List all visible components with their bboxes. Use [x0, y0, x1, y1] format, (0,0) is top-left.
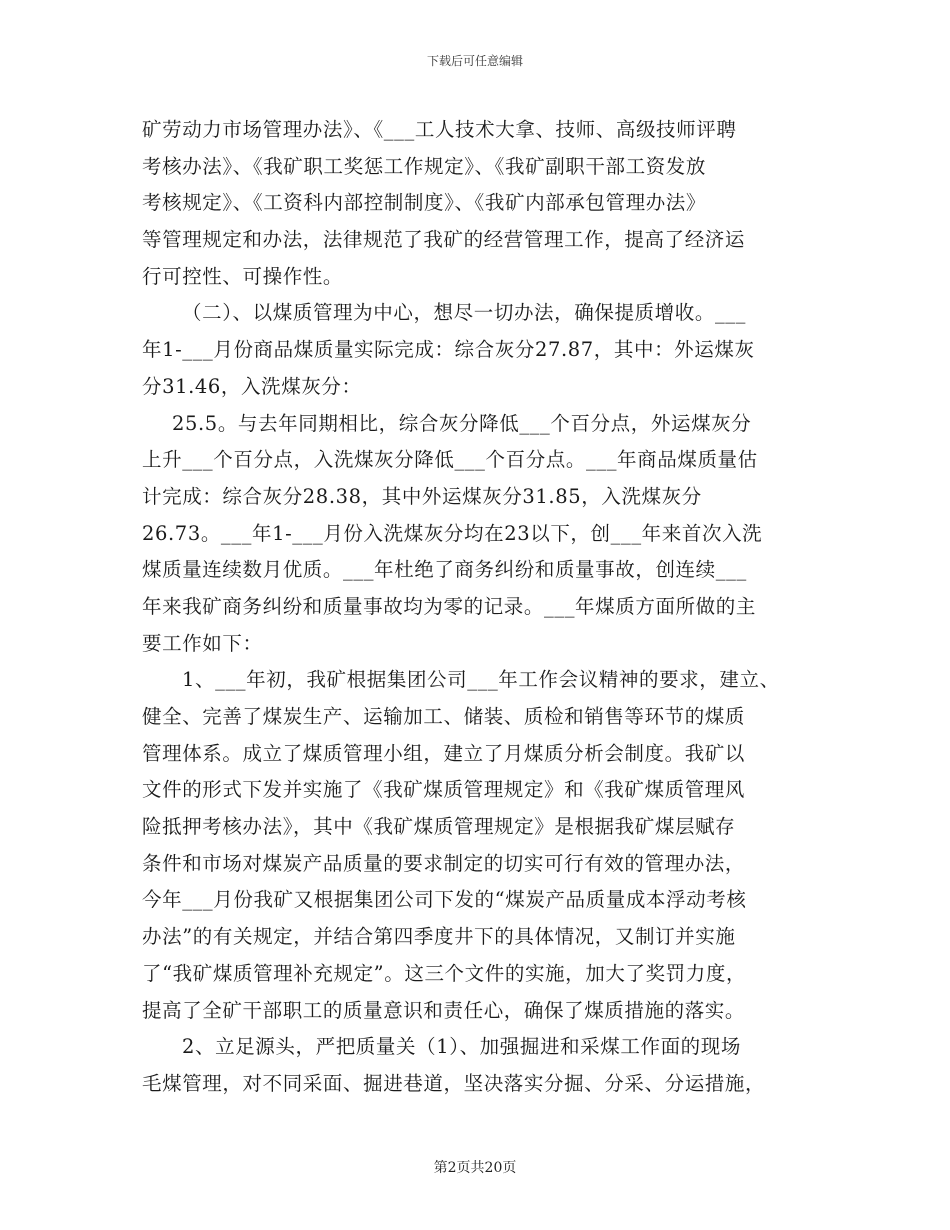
text-line: 毛煤管理，对不同采面、掘进巷道，坚决落实分掘、分采、分运措施，: [142, 1071, 766, 1095]
text-line: 今年___月份我矿又根据集团公司下发的“煤炭产品质量成本浮动考核: [142, 888, 747, 912]
text-line: 年来我矿商务纠纷和质量事故均为零的记录。___年煤质方面所做的主: [142, 594, 756, 618]
text-line: 条件和市场对煤炭产品质量的要求制定的切实可行有效的管理办法，: [142, 851, 746, 875]
text-line: 年1-___月份商品煤质量实际完成：综合灰分27.87，其中：外运煤灰: [142, 338, 755, 362]
document-body: [142, 112, 822, 1103]
text-line: 考核规定》、《工资科内部控制制度》、《我矿内部承包管理办法》: [142, 191, 707, 215]
text-line: 健全、完善了煤炭生产、运输加工、储装、质检和销售等环节的煤质: [142, 705, 746, 728]
text-line: 行可控性、可操作性。: [142, 264, 344, 288]
section-heading: （二）、以煤质管理为中心，想尽一切办法，确保提质增收。___: [182, 301, 747, 325]
list-item-2: 2、立足源头，严把质量关（1）、加强掘进和采煤工作面的现场: [182, 1035, 741, 1059]
text-line: 险抵押考核办法》，其中《我矿煤质管理规定》是根据我矿煤层赋存: [142, 815, 736, 839]
text-line: 25.5。与去年同期相比，综合灰分降低___个百分点，外运煤灰分: [172, 411, 752, 435]
text-line: 文件的形式下发并实施了《我矿煤质管理规定》和《我矿煤质管理风: [142, 778, 746, 802]
text-line: 计完成：综合灰分28.38，其中外运煤灰分31.85，入洗煤灰分: [142, 484, 702, 508]
text-line: 上升___个百分点，入洗煤灰分降低___个百分点。___年商品煤质量估: [142, 448, 758, 472]
list-item-1: 1、___年初，我矿根据集团公司___年工作会议精神的要求，建立、: [182, 668, 780, 692]
text-line: 等管理规定和办法，法律规范了我矿的经营管理工作，提高了经济运: [142, 228, 746, 252]
text-line: 26.73。___年1-___月份入洗煤灰分均在23以下，创___年来首次入洗: [142, 521, 763, 545]
text-line: 矿劳动力市场管理办法》、《___工人技术大拿、技师、高级技师评聘: [142, 118, 737, 141]
text-line: 煤质量连续数月优质。___年杜绝了商务纠纷和质量事故，创连续___: [142, 558, 747, 582]
text-line: 管理体系。成立了煤质管理小组，建立了月煤质分析会制度。我矿以: [142, 741, 746, 765]
page-number: 第2页共20页: [433, 1160, 517, 1176]
text-line: 了“我矿煤质管理补充规定”。这三个文件的实施，加大了奖罚力度，: [142, 961, 747, 985]
text-line: 分31.46，入洗煤灰分：: [142, 374, 362, 398]
text-line: 办法”的有关规定，并结合第四季度井下的具体情况，又制订并实施: [142, 925, 736, 949]
page-header: 下载后可任意编辑: [426, 54, 523, 68]
text-line: 要工作如下：: [142, 631, 263, 655]
text-line: 提高了全矿干部职工的质量意识和责任心，确保了煤质措施的落实。: [142, 998, 746, 1022]
text-line: 考核办法》、《我矿职工奖惩工作规定》、《我矿副职干部工资发放: [142, 154, 707, 178]
